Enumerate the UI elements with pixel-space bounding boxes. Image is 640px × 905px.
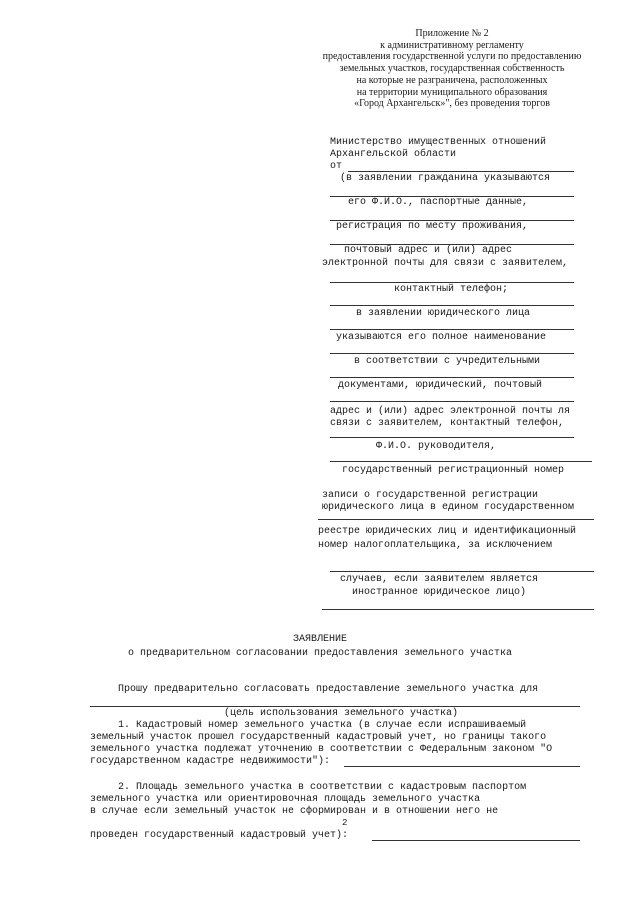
appendix-line: к административному регламенту — [380, 39, 524, 51]
fill-line[interactable] — [330, 437, 574, 438]
page-number: 2 — [342, 818, 348, 828]
hint-text: реестре юридических лиц и идентификационный — [318, 526, 577, 537]
hint-text: Ф.И.О. руководителя, — [376, 441, 497, 452]
hint-text: почтовый адрес и (или) адрес — [344, 245, 513, 256]
fill-line[interactable] — [330, 401, 574, 402]
fill-line[interactable] — [330, 305, 574, 306]
item1-text: земельного участка подлежат уточнению в соответствии с Федеральным законом "О — [90, 744, 553, 755]
hint-text: случаев, если заявителем является — [340, 574, 539, 585]
appendix-line: земельных участков, государственная собственность — [339, 63, 565, 75]
appendix-line: «Город Архангельск»", без проведения торгов — [354, 98, 550, 110]
item2-text: проведен государственный кадастровый учет): — [90, 830, 349, 841]
fill-line[interactable] — [330, 461, 592, 462]
hint-text: указываются его полное наименование — [336, 332, 547, 343]
item1-text: земельный участок прошел государственный кадастровый учет, но границы такого — [90, 732, 547, 743]
item2-text: земельного участка или ориентировочная площадь земельного участка — [90, 794, 481, 805]
hint-text: документами, юридический, почтовый — [338, 380, 543, 391]
hint-text: его Ф.И.О., паспортные данные, — [348, 197, 529, 208]
hint-text: в соответствии с учредительными — [354, 356, 541, 367]
request-text: Прошу предварительно согласовать предоставление земельного участка для — [118, 684, 539, 695]
hint-text: юридического лица в едином государственном — [322, 502, 575, 513]
hint-text: связи с заявителем, контактный телефон, — [330, 418, 565, 429]
area-line[interactable] — [372, 840, 580, 841]
ministry-line: Министерство имущественных отношений — [330, 137, 547, 148]
purpose-hint: (цель использования земельного участка) — [224, 708, 459, 719]
fill-line[interactable] — [322, 609, 594, 610]
purpose-line[interactable] — [90, 706, 580, 707]
ministry-line: Архангельской области — [330, 149, 457, 160]
cadastral-number-line[interactable] — [344, 766, 580, 767]
hint-text: электронной почты для связи с заявителем, — [322, 258, 569, 269]
appendix-number: Приложение № 2 — [415, 28, 489, 39]
from-line[interactable] — [348, 171, 574, 172]
from-label: от — [330, 161, 343, 172]
fill-line[interactable] — [330, 282, 574, 283]
item2-text: 2. Площадь земельного участка в соответствии с кадастровым паспортом — [118, 782, 527, 793]
hint-text: государственный регистрационный номер — [342, 465, 565, 476]
item1-text: государственном кадастре недвижимости"): — [90, 756, 331, 767]
item2-text: в случае если земельный участок не сформирован и в отношении него не — [90, 806, 499, 817]
hint-text: номер налогоплательщика, за исключением — [318, 540, 553, 551]
hint-text: адрес и (или) адрес электронной почты ля — [330, 406, 571, 417]
statement-subtitle: о предварительном согласовании предоставления земельного участка — [127, 648, 513, 659]
fill-line[interactable] — [330, 377, 574, 378]
hint-text: записи о государственной регистрации — [322, 490, 539, 501]
fill-line[interactable] — [330, 353, 574, 354]
hint-text: иностранное юридическое лицо) — [352, 587, 527, 598]
fill-line[interactable] — [330, 329, 574, 330]
appendix-line: на которые не разграничена, расположенных — [356, 74, 548, 86]
fill-line[interactable] — [330, 571, 594, 572]
hint-text: контактный телефон; — [394, 284, 509, 295]
appendix-line: на территории муниципального образования — [356, 86, 548, 98]
item1-text: 1. Кадастровый номер земельного участка (в случае если испрашиваемый — [118, 720, 527, 731]
hint-text: (в заявлении гражданина указываются — [340, 173, 551, 184]
hint-text: регистрация по месту проживания, — [336, 221, 529, 232]
appendix-line: предоставления государственной услуги по предоставлению — [322, 51, 582, 63]
hint-text: в заявлении юридического лица — [356, 308, 531, 319]
fill-line[interactable] — [318, 519, 594, 520]
appendix-header — [292, 28, 612, 110]
statement-title: ЗАЯВЛЕНИЕ — [292, 634, 347, 645]
